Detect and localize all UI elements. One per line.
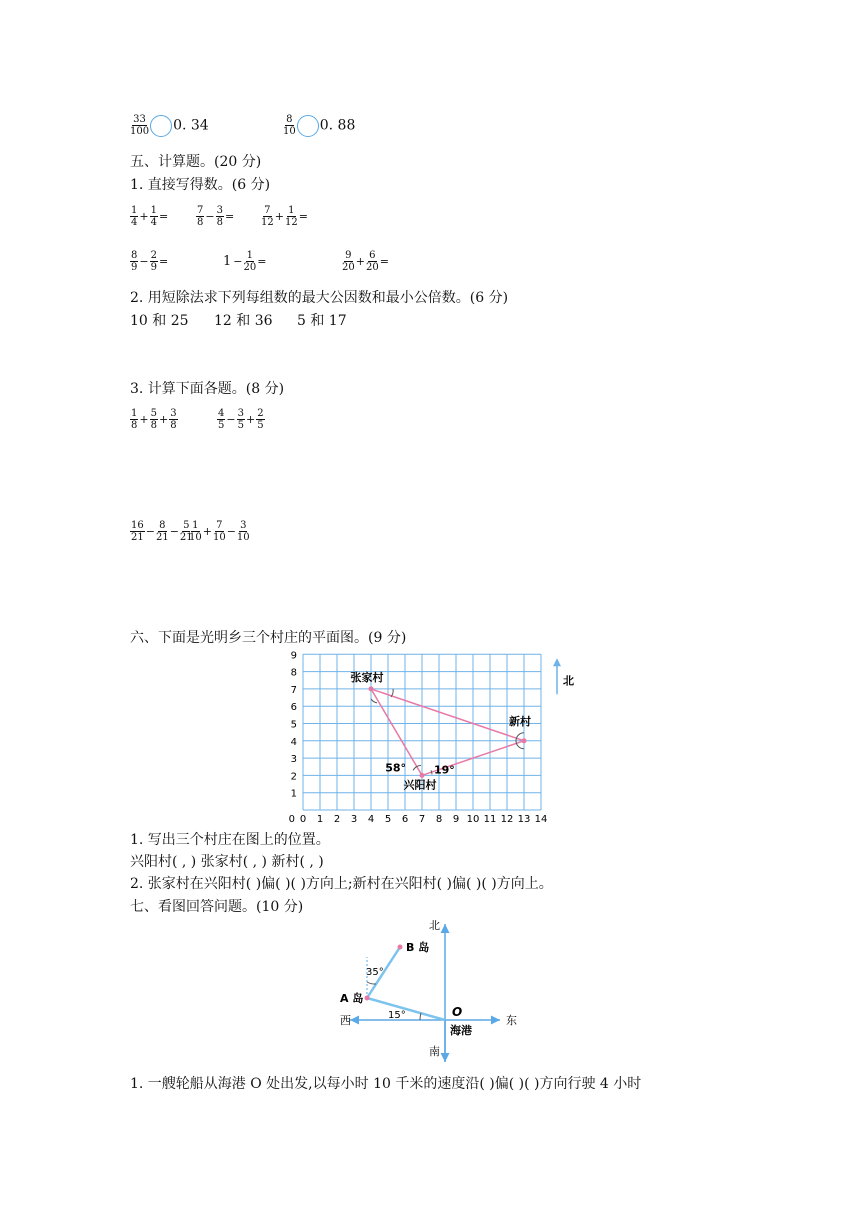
expr-5-3-c: $\frac{16}{21}$ − $\frac{8}{21}$ − $\frac{5}{21}$ <box>131 520 193 543</box>
question-6-2[interactable]: 2. 张家村在兴阳村( )偏( )( )方向上;新村在兴阳村( )偏( )( )方向上。 <box>130 876 553 892</box>
angle-arc <box>371 699 377 703</box>
y-tick-label: 2 <box>290 771 297 783</box>
y-tick-label: 9 <box>290 650 297 662</box>
village-grid-map <box>285 645 585 830</box>
x-tick-label: 8 <box>435 814 443 825</box>
section-7-title: 七、看图回答问题。(10 分) <box>130 899 304 915</box>
question-6-1-blanks[interactable]: 兴阳村( , ) 张家村( , ) 新村( , ) <box>130 854 324 870</box>
pair-2: 12 和 36 <box>214 313 273 329</box>
question-5-2: 2. 用短除法求下列每组数的最大公因数和最小公倍数。(6 分) <box>130 290 509 306</box>
y-tick-label: 5 <box>290 719 297 731</box>
x-tick-label: 12 <box>500 814 514 825</box>
north-label: 北 <box>429 919 440 932</box>
x-tick-label: 3 <box>350 814 358 825</box>
island-a-point <box>365 996 370 1001</box>
west-label: 西 <box>340 1014 351 1027</box>
section-6-title: 六、下面是光明乡三个村庄的平面图。(9 分) <box>130 630 407 646</box>
x-tick-label: 6 <box>401 814 409 825</box>
x-tick-label: 14 <box>534 814 548 825</box>
question-5-3: 3. 计算下面各题。(8 分) <box>130 381 285 397</box>
x-tick-label: 0 <box>299 814 307 825</box>
north-label: 北 <box>563 674 574 688</box>
fraction: $\frac{8}{10}$ <box>283 114 296 137</box>
y-tick-label: 7 <box>290 684 297 696</box>
expr-5-1-a: $\frac{1}{4}$ + $\frac{1}{4}$ = <box>131 205 169 228</box>
east-label: 东 <box>506 1014 517 1027</box>
y-tick-label: 1 <box>290 788 297 800</box>
expr-5-3-a: $\frac{1}{8}$ + $\frac{5}{8}$ + $\frac{3}{8}$ <box>131 408 177 431</box>
x-tick-label: 10 <box>466 814 480 825</box>
route-o-to-a <box>367 998 445 1020</box>
compare-item-1: $\frac{33}{100}$ 0. 34 <box>130 114 209 137</box>
fraction: $\frac{33}{100}$ <box>130 114 150 137</box>
village-label-xincun: 新村 <box>509 714 531 728</box>
expr-5-1-d: $\frac{8}{9}$ − $\frac{2}{9}$ = <box>131 250 169 273</box>
origin-tick-label: 0 <box>288 814 295 825</box>
expr-5-1-b: $\frac{7}{8}$ − $\frac{3}{8}$ = <box>197 205 235 228</box>
expr-5-1-e: 1 − $\frac{1}{20}$ = <box>223 250 267 273</box>
angle-label-58: 58° <box>385 761 406 775</box>
pair-3: 5 和 17 <box>297 313 347 329</box>
village-point <box>522 738 527 743</box>
island-b-point <box>398 945 403 950</box>
question-6-1: 1. 写出三个村庄在图上的位置。 <box>130 832 330 848</box>
island-a-label: A 岛 <box>340 992 364 1005</box>
question-5-1: 1. 直接写得数。(6 分) <box>130 177 271 193</box>
angle-b-label: 35° <box>366 967 384 978</box>
pair-1: 10 和 25 <box>130 313 189 329</box>
compare-item-2: $\frac{8}{10}$ 0. 88 <box>283 114 356 137</box>
x-tick-label: 2 <box>333 814 341 825</box>
village-label-zhangjia: 张家村 <box>350 670 384 684</box>
village-point <box>369 686 374 691</box>
x-tick-label: 7 <box>418 814 426 825</box>
angle-a-label: 15° <box>388 1010 406 1021</box>
y-tick-label: 6 <box>290 702 297 714</box>
question-7-1[interactable]: 1. 一艘轮船从海港 O 处出发,以每小时 10 千米的速度沿( )偏( )( )方向行驶 4 小时 <box>130 1076 642 1092</box>
x-tick-label: 11 <box>483 814 497 825</box>
comparison-circle[interactable] <box>297 115 319 137</box>
expr-5-3-d: $\frac{1}{10}$ + $\frac{7}{10}$ − $\frac{3}{10}$ <box>189 520 250 543</box>
x-tick-label: 1 <box>316 814 324 825</box>
expr-5-3-b: $\frac{4}{5}$ − $\frac{3}{5}$ + $\frac{2}{5}$ <box>218 408 264 431</box>
origin-label: O <box>452 1005 463 1019</box>
harbor-label: 海港 <box>450 1024 472 1037</box>
south-label: 南 <box>429 1045 440 1058</box>
expr-5-1-c: $\frac{7}{12}$ + $\frac{1}{12}$ = <box>261 205 308 228</box>
x-tick-label: 13 <box>517 814 531 825</box>
y-tick-label: 3 <box>290 754 297 766</box>
comparison-circle[interactable] <box>150 115 172 137</box>
x-tick-label: 5 <box>384 814 392 825</box>
y-tick-label: 8 <box>290 667 297 679</box>
island-b-label: B 岛 <box>406 941 430 954</box>
village-label-xingyang: 兴阳村 <box>403 778 437 792</box>
island-direction-diagram <box>330 912 530 1070</box>
angle-label-19: 19° <box>434 763 455 777</box>
village-point <box>420 773 425 778</box>
section-5-title: 五、计算题。(20 分) <box>130 154 262 170</box>
expr-5-1-f: $\frac{9}{20}$ + $\frac{6}{20}$ = <box>342 250 389 273</box>
x-tick-label: 4 <box>367 814 375 825</box>
x-tick-label: 9 <box>452 814 460 825</box>
north-arrow-head <box>553 658 561 666</box>
y-tick-label: 4 <box>290 736 297 748</box>
